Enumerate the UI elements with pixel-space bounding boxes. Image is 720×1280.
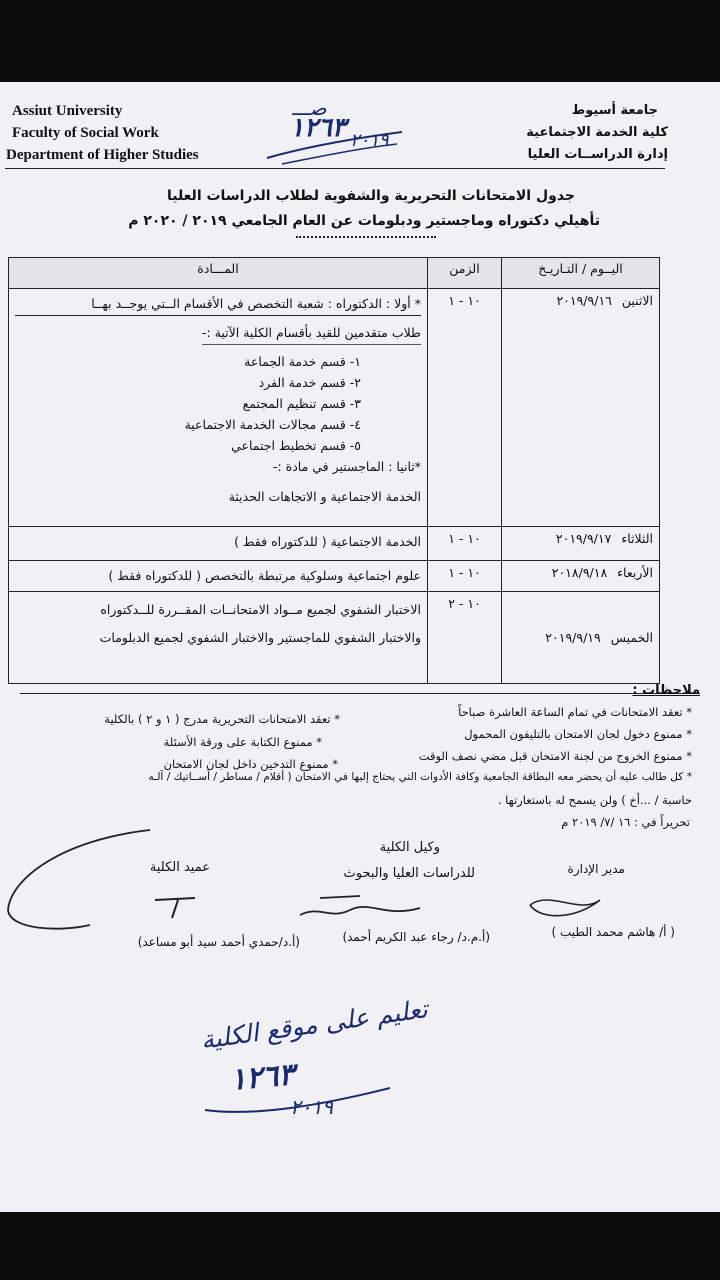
department-item: ٤- قسم مجالات الخدمة الاجتماعية [184, 417, 361, 432]
handwritten-number-top: ١٢٦٣ [290, 113, 346, 143]
subject-line: الخدمة الاجتماعية ( للدكتوراه فقط ) [234, 534, 421, 549]
note-item: حاسبة / ...أخ ) ولن يسمح له باستعارتها . [497, 793, 692, 807]
dean-signature [8, 830, 150, 929]
subject-cell [9, 561, 428, 592]
exam-date: ٢٠١٩/٩/١٦ [556, 293, 612, 308]
exam-date: ٢٠١٩/٩/١٩ [545, 630, 601, 645]
exam-schedule-table [8, 257, 660, 684]
time-cell: ١٠ - ١ [428, 561, 502, 592]
exam-date: ٢٠١٨/٩/١٨ [551, 565, 608, 580]
day-date-cell [502, 592, 660, 684]
notes-divider [20, 693, 700, 694]
day-name: الأربعاء [617, 565, 653, 580]
header-subject: المـــادة [9, 258, 428, 289]
note-item: * تعقد الامتحانات التحريرية مدرج ( ١ و ٢ ) بالكلية [104, 712, 340, 726]
table-row [9, 561, 660, 592]
vice-dean-name: (أ.م.د/ رجاء عبد الكريم أحمد) [342, 930, 490, 944]
note-item: * ممنوع التدخين داخل لجان الامتحان [163, 757, 338, 771]
handwritten-number-bottom: ١٢٦٣ [228, 1057, 296, 1098]
time-cell: ١٠ - ٢ [428, 592, 502, 684]
manager-signature [530, 900, 600, 916]
subject-cell [9, 289, 428, 527]
subject-line: * أولا : الدكتوراه : شعبة التخصص في الأقسام الــتي يوجــد بهــا [15, 293, 421, 316]
note-item: * كل طالب عليه أن يحضر معه البطاقة الجامعية وكافة الأدوات التي يحتاج إليها في الامتحان ( أقلام / مساطر / أســاتيك / آلـه [148, 771, 692, 783]
table-row [9, 592, 660, 684]
time-cell: ١٠ - ١ [428, 289, 502, 527]
department-name-ar: إدارة الدراســات العليا [527, 147, 668, 162]
notes-heading: ملاحظات : [632, 683, 700, 698]
subject-line: الخدمة الاجتماعية و الاتجاهات الحديثة [228, 489, 421, 504]
header-time: الزمن [428, 258, 502, 289]
vice-dean-subtitle: للدراسات العليا والبحوث [343, 866, 475, 881]
department-item: ١- قسم خدمة الجماعة [244, 354, 361, 369]
dean-name: (أ.د/حمدي أحمد سيد أبو مساعد) [137, 935, 300, 949]
department-item: ٥- قسم تخطيط اجتماعي [231, 438, 361, 453]
department-name-en: Department of Higher Studies [6, 147, 199, 163]
manager-title: مدير الإدارة [567, 862, 625, 876]
handwritten-year-bottom: ٢٠١٩ [290, 1095, 333, 1119]
faculty-name-ar: كلية الخدمة الاجتماعية [526, 125, 668, 140]
title-underline [296, 236, 436, 238]
header-day-date: اليــوم / التـاريـخ [502, 258, 660, 289]
day-name: الخميس [610, 630, 653, 645]
vice-dean-title: وكيل الكلية [379, 840, 440, 855]
handwritten-year-top: ٢٠١٩ [350, 130, 389, 151]
note-item: * ممنوع دخول لجان الامتحان بالتليفون المحمول [464, 727, 692, 741]
day-date-cell [502, 289, 660, 527]
handwritten-note-top: صـــ [292, 96, 327, 120]
university-name-en: Assiut University [12, 103, 123, 119]
subject-cell [9, 527, 428, 561]
faculty-name-en: Faculty of Social Work [12, 125, 159, 141]
day-date-cell [502, 561, 660, 592]
manager-name: ( أ/ هاشم محمد الطيب ) [551, 925, 675, 939]
dean-title: عميد الكلية [149, 860, 210, 875]
time-cell: ١٠ - ١ [428, 527, 502, 561]
subject-line: *ثانيا : الماجستير في مادة :- [272, 459, 421, 474]
vice-dean-signature [300, 896, 420, 915]
document-subtitle: تأهيلي دكتوراه وماجستير ودبلومات عن العام الجامعي ٢٠١٩ / ٢٠٢٠ م [128, 213, 600, 229]
note-item: * ممنوع الخروج من لجنة الامتحان قبل مضي نصف الوقت [418, 749, 692, 763]
department-item: ٣- قسم تنظيم المجتمع [242, 396, 361, 411]
note-item: * ممنوع الكتابة على ورقة الأسئلة [163, 735, 322, 749]
header-divider [5, 168, 665, 169]
issue-date: تحريراً في : ١٦ /٧/ ٢٠١٩ م [561, 815, 690, 829]
day-date-cell [502, 527, 660, 561]
handwritten-stroke-bottom [200, 1080, 400, 1120]
table-row [9, 289, 660, 527]
document-title: جدول الامتحانات التحريرية والشفوية لطلاب الدراسات العليا [166, 188, 575, 204]
handwritten-stroke-top [262, 118, 412, 168]
subject-line: والاختبار الشفوي للماجستير والاختبار الشفوي لجميع الدبلومات [99, 630, 421, 645]
subject-line: الاختبار الشفوي لجميع مــواد الامتحانــات المقــررة للــدكتوراه [100, 602, 421, 617]
table-row [9, 527, 660, 561]
exam-date: ٢٠١٩/٩/١٧ [555, 531, 612, 546]
day-name: الثلاثاء [621, 531, 653, 546]
subject-cell [9, 592, 428, 684]
dean-initials [155, 898, 195, 918]
subject-line: علوم اجتماعية وسلوكية مرتبطة بالتخصص ( للدكتوراه فقط ) [108, 568, 421, 583]
signature-strokes [0, 820, 720, 940]
subject-line: طلاب متقدمين للقيد بأقسام الكلية الآتية :- [202, 316, 421, 345]
handwritten-note-bottom: تعليم على موقع الكلية [199, 994, 430, 1055]
table-header-row [9, 258, 660, 289]
note-item: * تعقد الامتحانات في تمام الساعة العاشرة صباحاً [458, 705, 692, 719]
day-name: الاثنين [621, 293, 653, 308]
university-name-ar: جامعة أسيوط [571, 103, 658, 118]
department-item: ٢- قسم خدمة الفرد [258, 375, 361, 390]
